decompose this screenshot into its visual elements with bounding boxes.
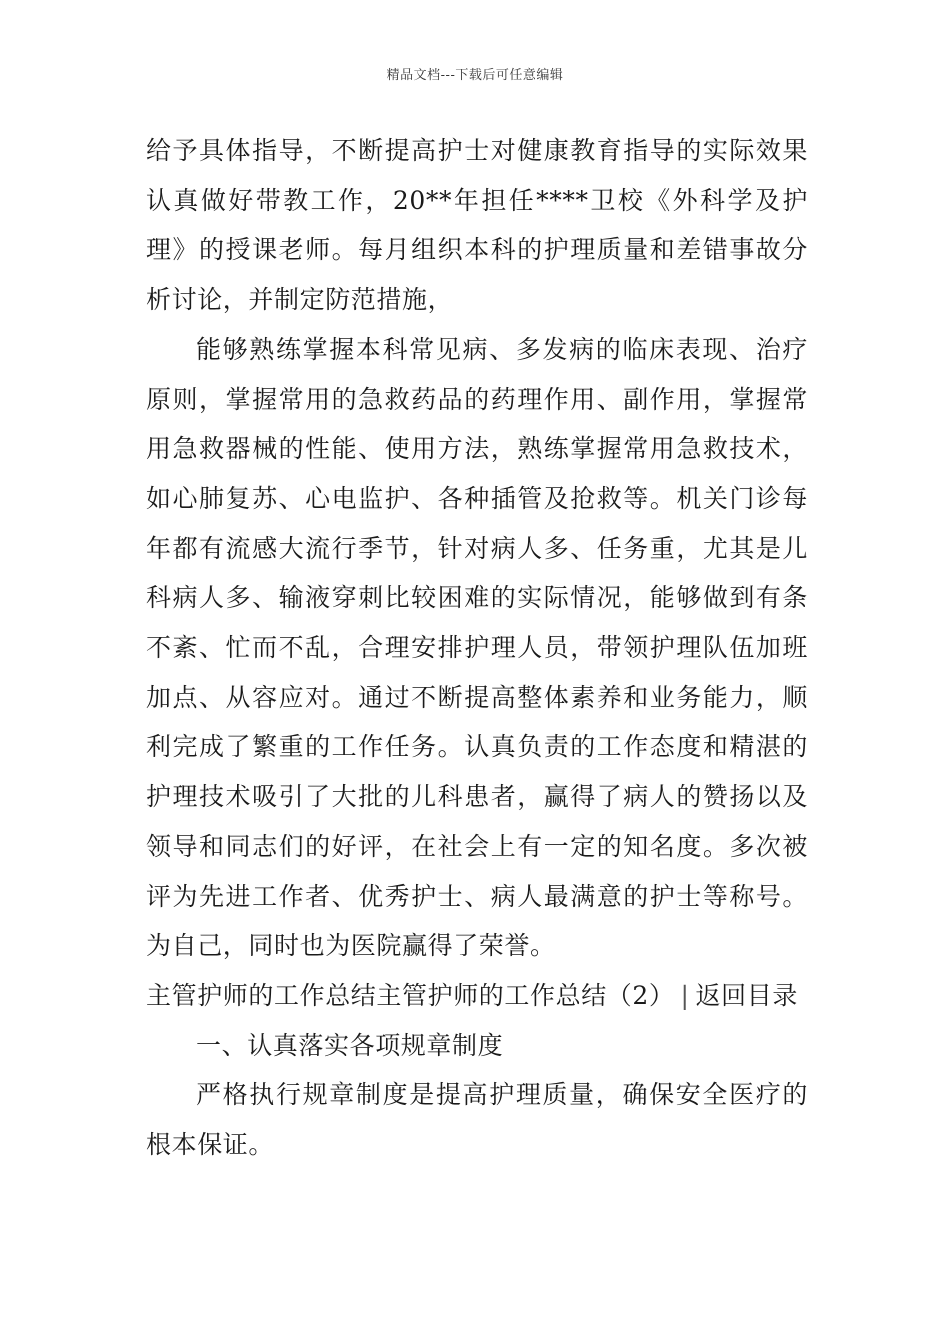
page-header-watermark: 精品文档---下载后可任意编辑 — [386, 68, 564, 83]
section-title: 主管护师的工作总结主管护师的工作总结（2） — [146, 980, 675, 1010]
separator: | — [680, 980, 690, 1010]
section-title-line — [146, 971, 808, 1021]
paragraph-3: 严格执行规章制度是提高护理质量，确保安全医疗的根本保证。 — [146, 1080, 808, 1160]
heading-1: 一、认真落实各项规章制度 — [196, 1030, 504, 1060]
paragraph-1: 给予具体指导，不断提高护士对健康教育指导的实际效果认真做好带教工作，20**年担任****卫校《外科学及护理》的授课老师。每月组织本科的护理质量和差错事故分析讨论，并制定防范措施， — [146, 136, 808, 315]
document-body — [146, 126, 808, 1170]
paragraph-2: 能够熟练掌握本科常见病、多发病的临床表现、治疗原则，掌握常用的急救药品的药理作用、副作用，掌握常用急救器械的性能、使用方法，熟练掌握常用急救技术，如心肺复苏、心电监护、各种插管及抢救等。机关门诊每年都有流感大流行季节，针对病人多、任务重，尤其是儿科病人多、输液穿刺比较困难的实际情况，能够做到有条不紊、忙而不乱，合理安排护理人员，带领护理队伍加班加点、从容应对。通过不断提高整体素养和业务能力，顺利完成了繁重的工作任务。认真负责的工作态度和精湛的护理技术吸引了大批的儿科患者，赢得了病人的赞扬以及领导和同志们的好评，在社会上有一定的知名度。多次被评为先进工作者、优秀护士、病人最满意的护士等称号。为自己，同时也为医院赢得了荣誉。 — [146, 334, 808, 961]
back-to-toc-link[interactable]: 返回目录 — [695, 980, 798, 1010]
